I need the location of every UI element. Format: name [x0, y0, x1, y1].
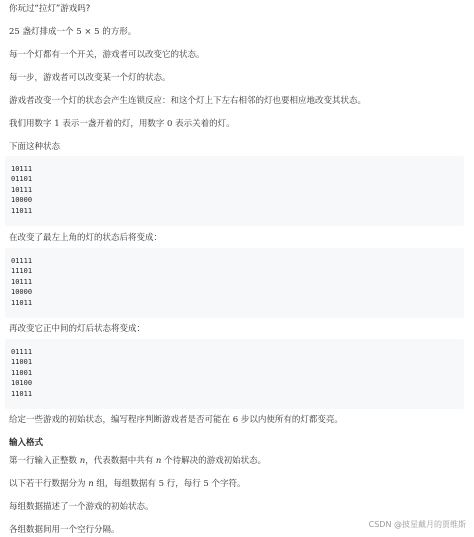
code-line: 10100: [11, 379, 33, 388]
code-line: 10000: [11, 288, 33, 297]
code-block-after-center: [5, 339, 464, 409]
code-line: 10000: [11, 196, 33, 205]
p-after-center: 再改变它正中间的灯后状态将变成：: [9, 324, 146, 334]
text-seg: 我们用数字: [9, 119, 55, 129]
text-seg: 表示一盏开着的灯，用数字: [59, 119, 168, 129]
text-seg: 组，每组数据有: [93, 479, 159, 489]
text-seg: 第一行输入正整数: [9, 456, 80, 466]
p-following-state: 下面这种状态: [9, 142, 61, 152]
code-line: 11001: [11, 358, 33, 367]
code-line: 10111: [11, 185, 33, 194]
code-line: 11011: [11, 298, 33, 307]
code-line: 11101: [11, 267, 33, 276]
p-grid-description: [9, 26, 136, 38]
p-chain-reaction: 游戏者改变一个灯的状态会产生连锁反应：和这个灯上下左右相邻的灯也要相应地改变其状态。: [9, 96, 367, 106]
p-digit-meaning: [9, 118, 235, 130]
p-first-line: [9, 455, 266, 467]
math-0: 0: [167, 119, 173, 129]
code-line: 11011: [11, 389, 33, 398]
code-line: 01101: [11, 175, 33, 184]
p-group-separator: 各组数据间用一个空行分隔。: [9, 525, 120, 535]
math-6: 6: [232, 415, 239, 425]
csdn-watermark: CSDN @披星戴月的贾维斯: [368, 520, 466, 529]
math-n: n: [79, 456, 86, 466]
p-groups: [9, 478, 246, 490]
math-1: 1: [54, 119, 60, 129]
code-line: 01111: [11, 257, 33, 265]
math-n: n: [155, 456, 162, 466]
p-task-statement: [9, 414, 343, 426]
text-seg: ，代表数据中共有: [85, 456, 156, 466]
text-seg: 个字符。: [208, 479, 246, 489]
code-line: 10111: [11, 277, 33, 286]
code-line: 11001: [11, 368, 33, 377]
code-line: 01111: [11, 348, 33, 356]
text-seg: 的方形。: [99, 27, 137, 37]
p-after-top-left: 在改变了最左上角的灯的状态后将变成：: [9, 233, 163, 243]
math-5: 5: [203, 479, 209, 489]
code-block-initial: [5, 156, 464, 226]
code-block-after-top-left: [5, 248, 464, 318]
p-group-meaning: 每组数据描述了一个游戏的初始状态。: [9, 502, 154, 512]
text-seg: 表示关着的灯。: [172, 119, 235, 129]
p-switch-description: 每一个灯都有一个开关，游戏者可以改变它的状态。: [9, 50, 205, 60]
p-step-description: 每一步，游戏者可以改变某一个灯的状态。: [9, 73, 171, 83]
text-seg: 盏灯排成一个: [19, 27, 77, 37]
text-seg: 个待解决的游戏初始状态。: [161, 456, 267, 466]
code-line: 11011: [11, 206, 33, 215]
text-seg: 行，每行: [164, 479, 204, 489]
p-intro-question: 你玩过“拉灯”游戏吗?: [9, 4, 91, 14]
math-n: n: [88, 479, 94, 489]
text-seg: 以下若干行数据分为: [9, 479, 89, 489]
code-line: 10111: [11, 165, 33, 173]
math-5x5: 5 × 5: [76, 27, 100, 37]
math-5: 5: [158, 479, 165, 489]
text-seg: 步以内使所有的灯都变亮。: [238, 415, 343, 425]
math-25: 25: [9, 27, 20, 37]
text-seg: 给定一些游戏的初始状态，编写程序判断游戏者是否可能在: [9, 415, 233, 425]
input-format-heading: 输入格式: [9, 438, 44, 448]
